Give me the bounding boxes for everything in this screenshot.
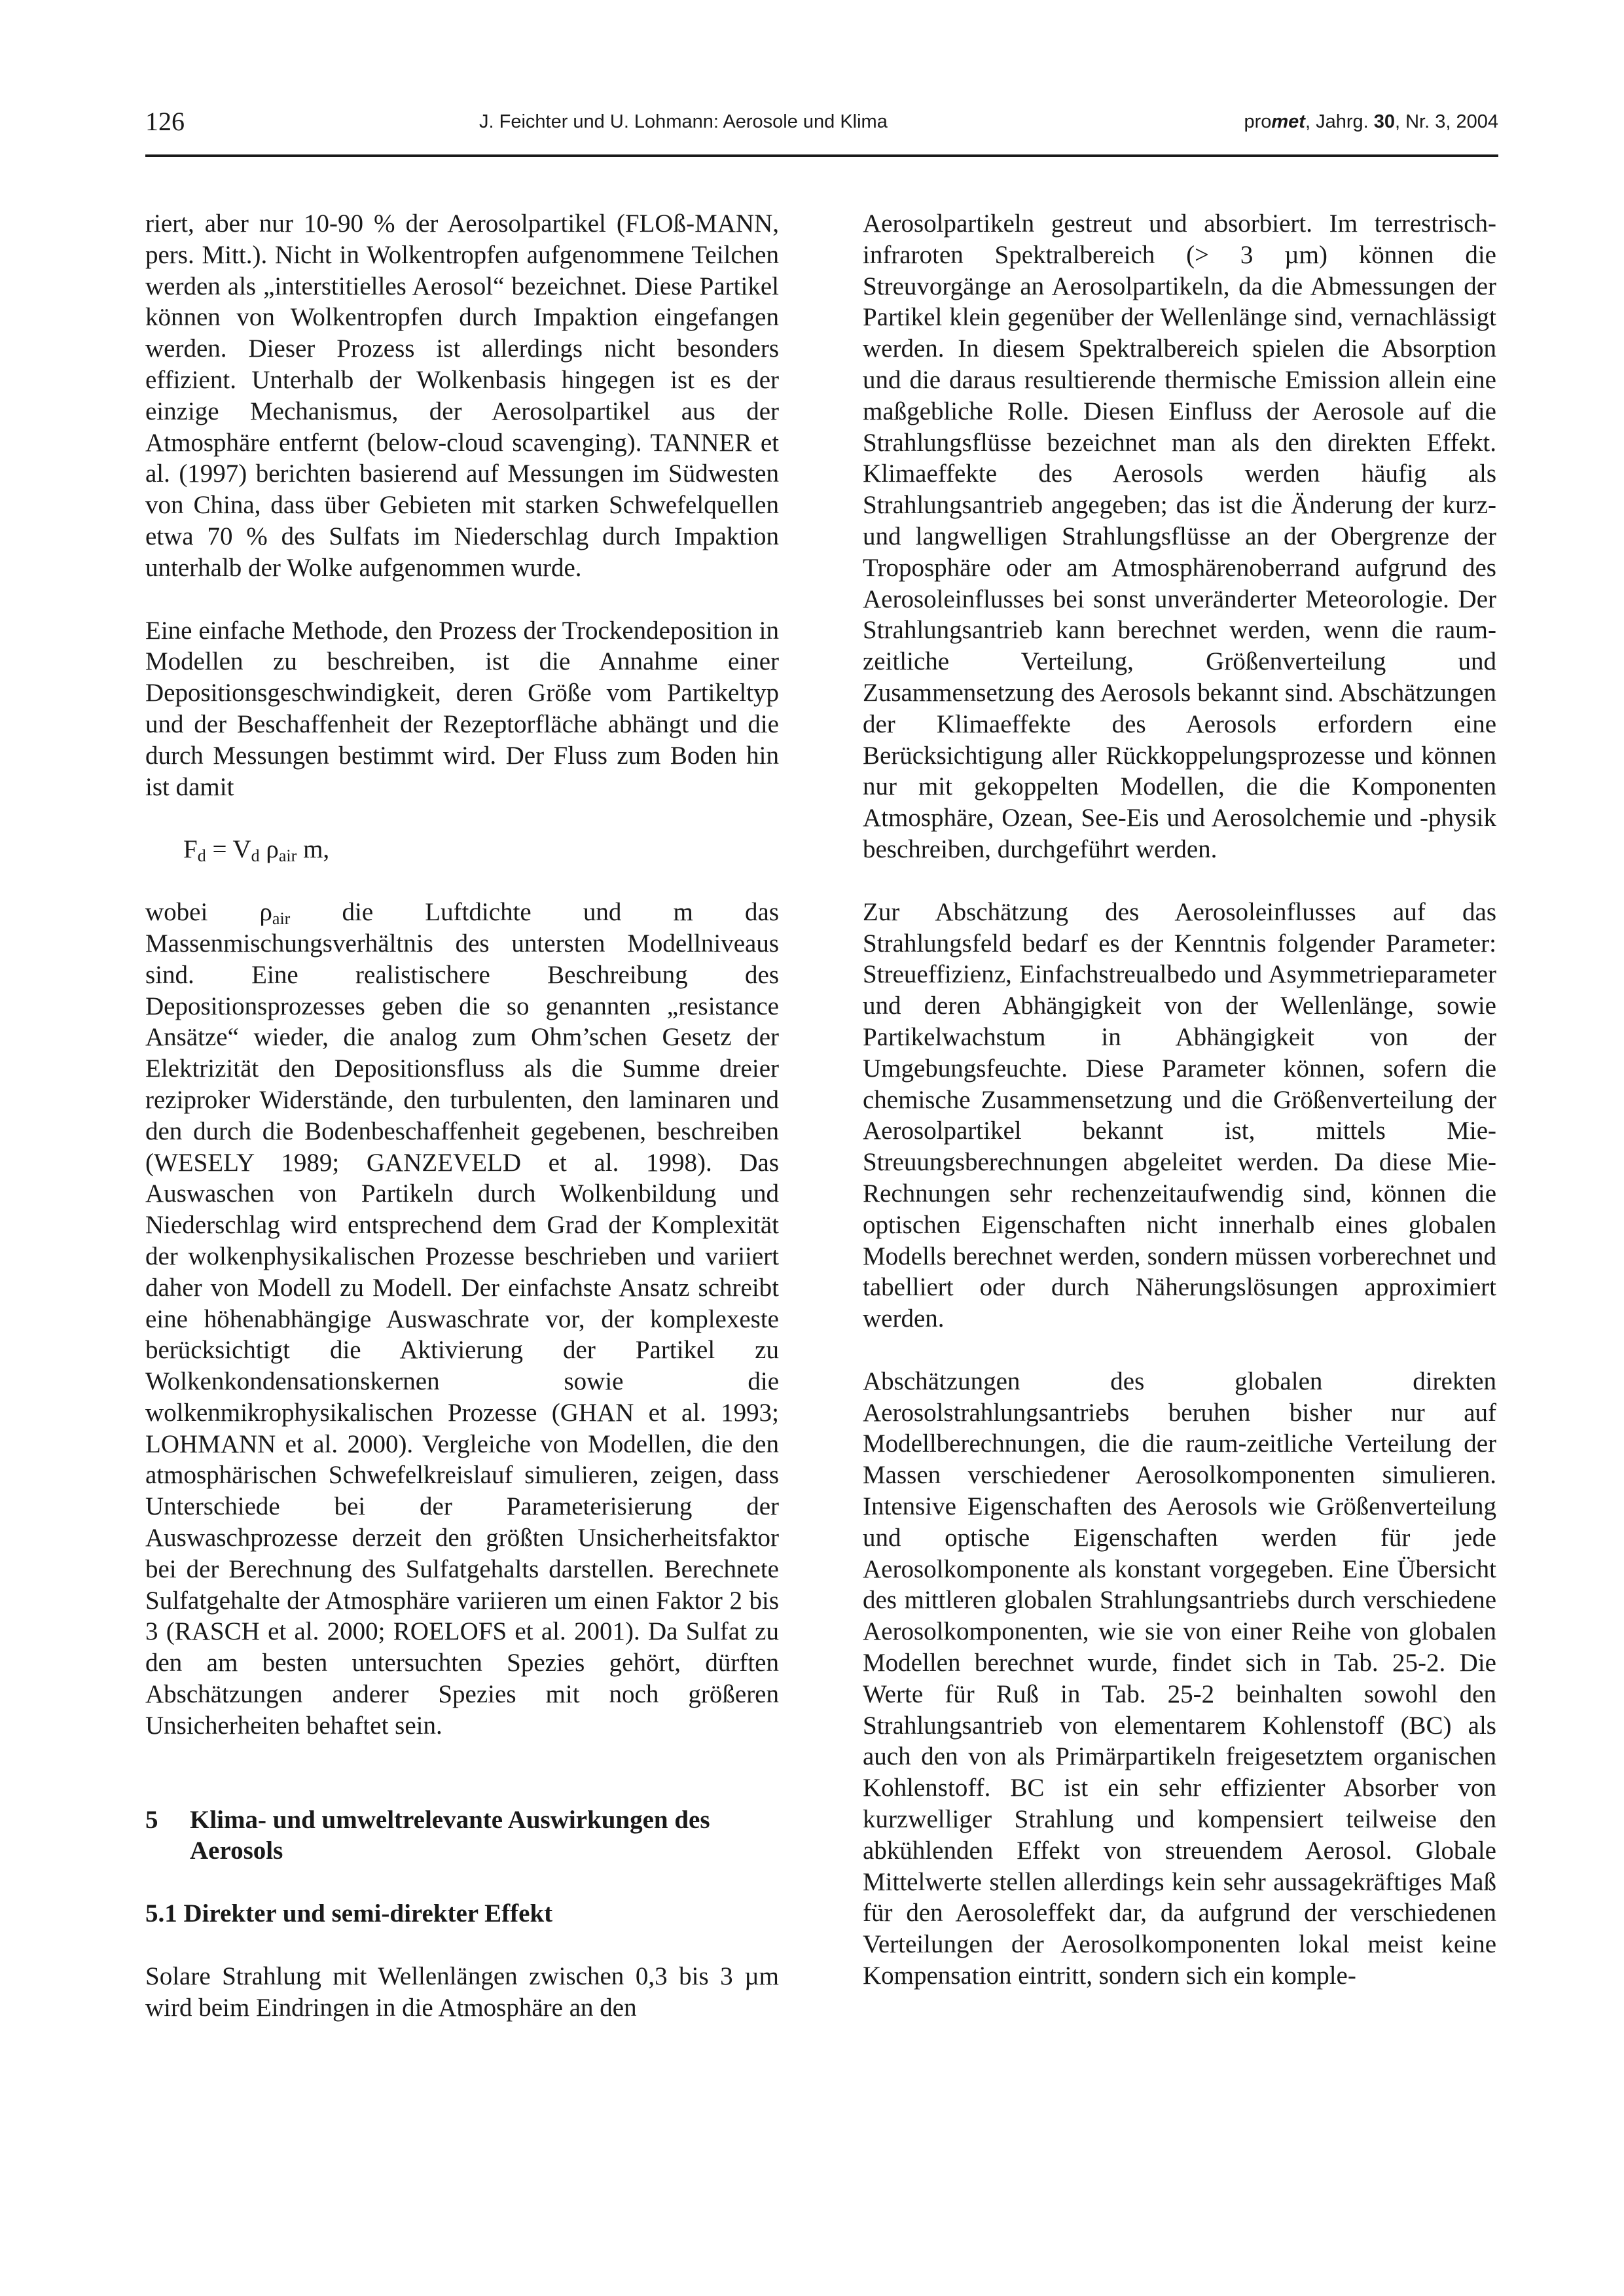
paragraph: Eine einfache Methode, den Prozess der Trockendeposition in Modellen zu beschreiben, ist die Annahme einer Depositionsgeschwindigkeit, deren Größe vom Partikeltyp und der Beschaffenheit der Rezeptorfläche abhängt und die durch Messungen bestimmt wird. Der Fluss zum Boden hin ist damit xyxy=(145,616,779,801)
running-title: J. Feichter und U. Lohmann: Aerosole und Klima xyxy=(479,111,888,132)
paragraph: Zur Abschätzung des Aerosoleinflusses auf das Strahlungsfeld bedarf es der Kenntnis folgender Parameter: Streueffizienz, Einfachstreualbedo und Asymmetrieparameter und deren Abhängigkeit von der Wellenlänge, sowie Partikelwachstum in Abhängigkeit von der Umgebungsfeuchte. Diese Parameter können, sofern die chemische Zusammensetzung und die Größenverteilung der Aerosolpartikel bekannt ist, mittels Mie-Streuungsberechnungen abgeleitet werden. Da diese Mie-Rechnungen sehr rechenzeitaufwendig sind, können die optischen Eigenschaften nicht innerhalb eines globalen Modells berechnet werden, sondern müssen vorberechnet und tabelliert oder durch Näherungslösungen approximiert werden. xyxy=(863,897,1496,1333)
journal-reference: promet, Jahrg. 30, Nr. 3, 2004 xyxy=(1244,111,1498,132)
page-header xyxy=(145,103,1498,143)
right-column xyxy=(863,208,1496,1992)
section-number: 5 xyxy=(145,1805,158,1834)
paragraph: wobei $\rho_{air}$ die Luftdichte und m das Massenmischungsverhältnis des untersten Modellniveaus sind. Eine realistischere Beschreibung des Depositionsprozesses geben die so genannten „resistance Ansätze“ wieder, die analog zum Ohm’schen Gesetz der Elektrizität den Depositionsfluss als die Summe dreier reziproker Widerstände, den turbulenten, den laminaren und den durch die Bodenbeschaffenheit gegebenen, beschreiben (WESELY 1989; GANZEVELD et al. 1998). Das Auswaschen von Partikeln durch Wolkenbildung und Niederschlag wird entsprechend dem Grad der Komplexität der wolkenphysikalischen Prozesse beschrieben und variiert daher von Modell zu Modell. Der einfachste Ansatz schreibt eine höhenabhängige Auswaschrate vor, der komplexeste berücksichtigt die Aktivierung der Partikel zu Wolkenkondensationskernen sowie die wolkenmikrophysikalischen Prozesse (GHAN et al. 1993; LOHMANN et al. 2000). Vergleiche von Modellen, die den atmosphärischen Schwefelkreislauf simulieren, zeigen, dass Unterschiede bei der Parameterisierung der Auswaschprozesse derzeit den größten Unsicherheitsfaktor bei der Berechnung des Sulfatgehalts darstellen. Berechnete Sulfatgehalte der Atmosphäre variieren um einen Faktor 2 bis 3 (RASCH et al. 2000; ROELOFS et al. 2001). Da Sulfat zu den am besten untersuchten Spezies gehört, dürften Abschätzungen anderer Spezies mit noch größeren Unsicherheiten behaftet sein. xyxy=(145,898,779,1740)
section-title: Klima- und umweltrelevante Auswirkungen des Aerosols xyxy=(190,1805,710,1865)
paragraph: Solare Strahlung mit Wellenlängen zwischen 0,3 bis 3 µm wird beim Eindringen in die Atmosphäre an den xyxy=(145,1962,779,2022)
paragraph: Aerosolpartikeln gestreut und absorbiert. Im terrestrisch-infraroten Spektralbereich (> 3 µm) können die Streuvorgänge an Aerosolpartikeln, da die Abmessungen der Partikel klein gegenüber der Wellenlänge sind, vernachlässigt werden. In diesem Spektralbereich spielen die Absorption und die daraus resultierende thermische Emission allein eine maßgebliche Rolle. Diesen Einfluss der Aerosole auf die Strahlungsflüsse bezeichnet man als den direkten Effekt. Klimaeffekte des Aerosols werden häufig als Strahlungsantrieb angegeben; das ist die Änderung der kurz- und langwelligen Strahlungsflüsse an der Obergrenze der Troposphäre oder am Atmosphärenoberrand aufgrund des Aerosoleinflusses bei sonst unveränderter Meteorologie. Der Strahlungsantrieb kann berechnet werden, wenn die raum-zeitliche Verteilung, Größenverteilung und Zusammensetzung des Aerosols bekannt sind. Abschätzungen der Klimaeffekte des Aerosols erfordern eine Berücksichtigung aller Rückkoppelungsprozesse und können nur mit gekoppelten Modellen, die die Komponenten Atmosphäre, Ozean, See-Eis und Aerosolchemie und -physik beschreiben, durchgeführt werden. xyxy=(863,209,1496,863)
paragraph: Abschätzungen des globalen direkten Aerosolstrahlungsantriebs beruhen bisher nur auf Modellberechnungen, die die raum-zeitliche Verteilung der Massen verschiedener Aerosolkomponenten simulieren. Intensive Eigenschaften des Aerosols wie Größenverteilung und optische Eigenschaften werden für jede Aerosolkomponente als konstant vorgegeben. Eine Übersicht des mittleren globalen Strahlungsantriebs durch verschiedene Aerosolkomponenten, wie sie von einer Reihe von globalen Modellen berechnet wurde, findet sich in Tab. 25-2. Die Werte für Ruß in Tab. 25-2 beinhalten sowohl den Strahlungsantrieb von elementarem Kohlenstoff (BC) als auch den von als Primärpartikeln freigesetztem organischen Kohlenstoff. BC ist ein sehr effizienter Absorber von kurzwelliger Strahlung und kompensiert teilweise den abkühlenden Effekt von streuendem Aerosol. Globale Mittelwerte stellen allerdings kein sehr aussagekräftiges Maß für den Aerosoleffekt dar, da aufgrund der verschiedenen Verteilungen der Aerosolkomponenten lokal meist keine Kompensation eintritt, sondern sich ein komple- xyxy=(863,1367,1496,1990)
paragraph: riert, aber nur 10-90 % der Aerosolpartikel (FLOß-MANN, pers. Mitt.). Nicht in Wolkentropfen aufgenommene Teilchen werden als „interstitielles Aerosol“ bezeichnet. Diese Partikel können von Wolkentropfen durch Impaktion eingefangen werden. Dieser Prozess ist allerdings nicht besonders effizient. Unterhalb der Wolkenbasis hingegen ist es der einzige Mechanismus, der Aerosolpartikel aus der Atmosphäre entfernt (below-cloud scavenging). TANNER et al. (1997) berichten basierend auf Messungen im Südwesten von China, dass über Gebieten mit starken Schwefelquellen etwa 70 % des Sulfats im Niederschlag durch Impaktion unterhalb der Wolke aufgenommen wurde. xyxy=(145,209,779,582)
header-rule xyxy=(145,154,1498,157)
section-heading xyxy=(145,1804,779,1867)
equation: $F_d = V_d$ $\rho_{air}$ m, xyxy=(183,835,330,866)
page-number: 126 xyxy=(145,107,185,136)
subsection-heading: 5.1 Direkter und semi-direkter Effekt xyxy=(145,1899,553,1928)
left-column xyxy=(145,208,779,2024)
